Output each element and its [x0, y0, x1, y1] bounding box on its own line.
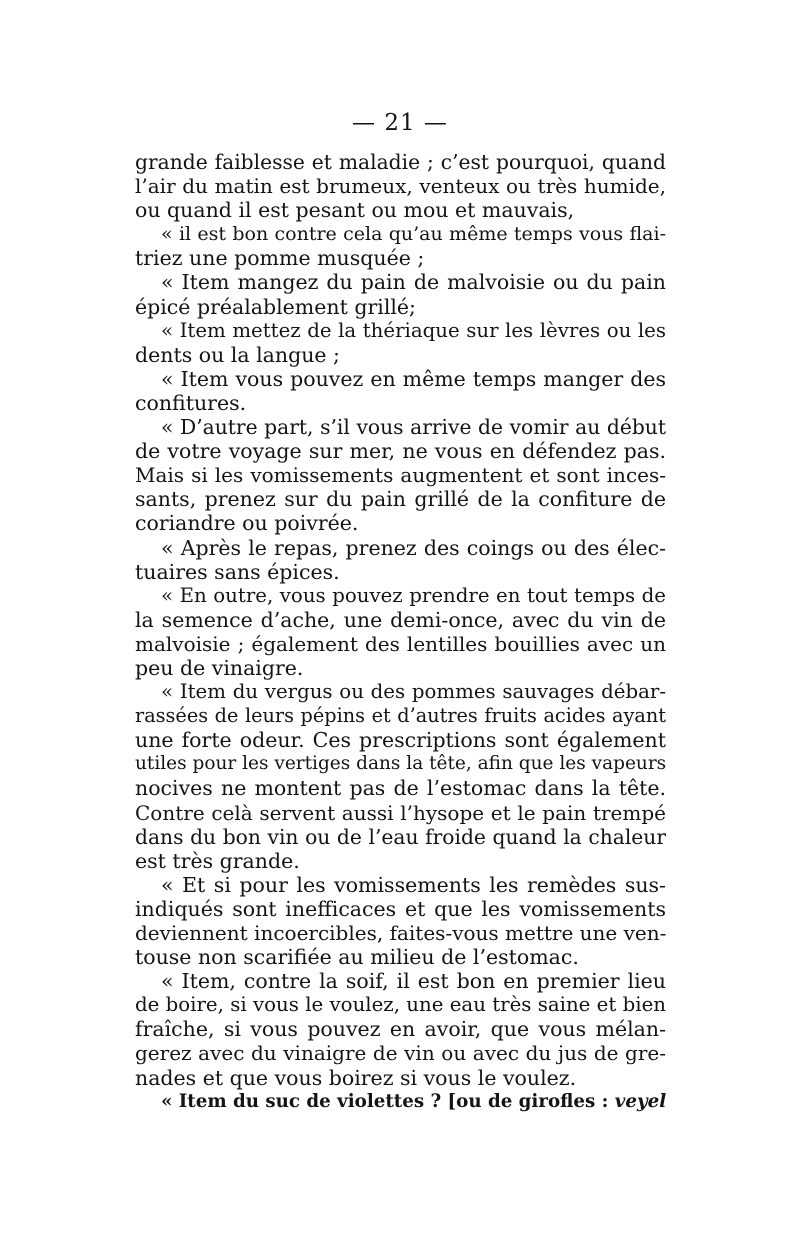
- text-line: « Item mangez du pain de malvoisie ou du pain: [161, 270, 666, 295]
- text-line: « il est bon contre cela qu’au même temps vous flai-: [161, 223, 666, 246]
- text-line: « Item, contre la soif, il est bon en premier lieu: [161, 969, 666, 994]
- text-line: épicé préalablement grillé;: [135, 294, 416, 319]
- text-line: coriandre ou poivrée.: [135, 511, 359, 536]
- text-line: malvoisie ; également des lentilles bouillies avec un: [135, 631, 666, 656]
- text-line: fraîche, si vous pouvez en avoir, que vous mélan-: [135, 1017, 666, 1042]
- text-line: « Item mettez de la thériaque sur les lèvres ou les: [161, 318, 666, 342]
- text-line: tuaires sans épices.: [135, 559, 340, 584]
- text-line: Mais si les vomissements augmentent et sont inces-: [135, 463, 666, 488]
- body-text: [135, 150, 666, 1114]
- text-line: dents ou la langue ;: [135, 342, 340, 367]
- text-line: dans du bon vin ou de l’eau froide quand la chaleur: [135, 824, 666, 849]
- text-line: « Item du vergus ou des pommes sauvages débar-: [161, 680, 666, 704]
- text-line: « En outre, vous pouvez prendre en tout temps de: [161, 583, 666, 607]
- text-line: nocives ne montent pas de l’estomac dans la tête.: [135, 776, 666, 801]
- text-line: deviennent incoercibles, faites-vous mettre une ven-: [135, 921, 667, 945]
- text-line: sants, prenez sur du pain grillé de la confiture de: [135, 487, 666, 512]
- text-line: ou quand il est pesant ou mou et mauvais,: [135, 198, 575, 223]
- text-line: confitures.: [135, 390, 247, 415]
- text-line: utiles pour les vertiges dans la tête, afin que les vapeurs: [135, 753, 667, 775]
- page-number: — 21 —: [352, 110, 448, 136]
- text-line: gerez avec du vinaigre de vin ou avec du jus de gre-: [135, 1041, 666, 1066]
- text-line: « Et si pour les vomissements les remèdes sus-: [161, 872, 666, 897]
- text-line: « Item vous pouvez en même temps manger des: [161, 366, 666, 391]
- text-line: Contre celà servent aussi l’hysope et le pain trempé: [135, 800, 666, 825]
- text-line: touse non scarifiée au milieu de l’estomac.: [135, 945, 579, 970]
- text-line: de boire, si vous le voulez, une eau très saine et bien: [135, 993, 666, 1017]
- final-line-text: « Item du suc de violettes ? [ou de girofles :: [161, 1090, 615, 1112]
- text-line: rassées de leurs pépins et d’autres fruits acides ayant: [135, 704, 666, 728]
- text-line: triez une pomme musquée ;: [135, 246, 425, 271]
- text-line: « D’autre part, s’il vous arrive de vomir au début: [161, 415, 666, 440]
- text-line: indiqués sont inefficaces et que les vomissements: [135, 896, 666, 921]
- text-line: l’air du matin est brumeux, venteux ou très humide,: [135, 174, 666, 199]
- text-line: « Après le repas, prenez des coings ou des élec-: [161, 535, 666, 560]
- text-line: est très grande.: [135, 848, 300, 873]
- text-line: une forte odeur. Ces prescriptions sont également: [135, 728, 666, 753]
- text-line: la semence d’ache, une demi-once, avec du vin de: [135, 607, 666, 632]
- text-line: nades et que vous boirez si vous le voulez.: [135, 1065, 577, 1090]
- final-line-italic-word: veyel: [614, 1090, 667, 1112]
- text-line: de votre voyage sur mer, ne vous en défendez pas.: [135, 439, 666, 464]
- text-line: grande faiblesse et maladie ; c’est pourquoi, quand: [135, 150, 666, 174]
- text-line: peu de vinaigre.: [135, 655, 304, 680]
- text-line-final: [135, 1090, 666, 1114]
